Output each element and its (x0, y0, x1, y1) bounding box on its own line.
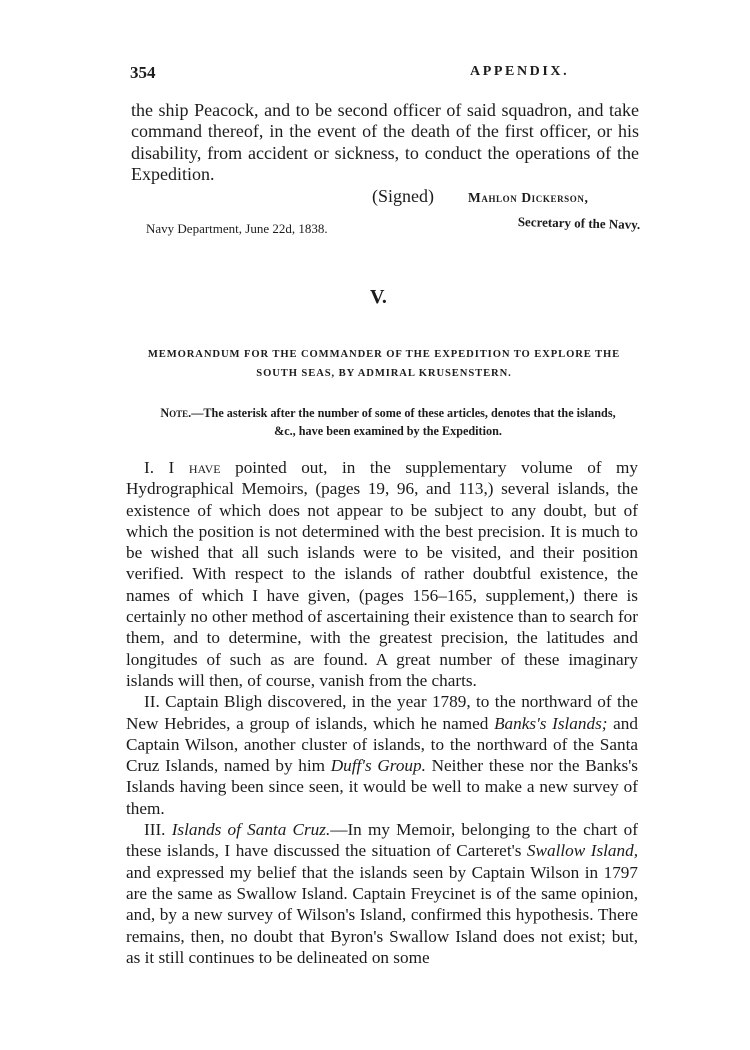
memorandum-body (126, 457, 638, 968)
continuation-paragraph: the ship Peacock, and to be second officer of said squadron, and take command thereof, in the event of the death of the first officer, or his disability, from accident or sickness, to conduct the operations of the Expedition. (131, 100, 639, 184)
section-number: V. (370, 286, 387, 308)
page-number: 354 (130, 63, 156, 82)
article-3-number: III. (144, 820, 172, 840)
article-1-text: pointed out, in the supplementary volume of my Hydrographical Memoirs, (pages 19, 96, and 113,) several islands, the existence of which does not appear to be subject to any doubt, but of which the position is not determined with the best precision. It is much to be wished that all such islands were to be visited, and their position verified. With respect to the islands of rather doubtful existence, the names of which I have given, (pages 156–165, supplement,) there is certainly no other method of ascertaining their existence than to search for them, and to determine, with the greatest precision, the latitudes and longitudes of such as are found. A great number of these imaginary islands will then, of course, vanish from the charts. (126, 458, 639, 690)
memorandum-title (140, 345, 628, 383)
article-1-smallcaps: have (188, 458, 221, 477)
article-1 (126, 457, 638, 691)
signatory-title: Secretary of the Navy. (517, 214, 641, 232)
article-3-italic-1: Islands of Santa Cruz. (171, 820, 331, 840)
article-3-text-a: —In my Memoir, belonging to the chart of these islands, I have discussed the situation of Carteret's (126, 820, 638, 861)
article-2-text-b: and Captain Wilson, another cluster of islands, to the northward of the Santa Cruz Islands, named by him (126, 713, 638, 776)
page-header (130, 63, 640, 87)
article-2-italic-1: Banks's Islands; (494, 713, 608, 733)
date-line: Navy Department, June 22d, 1838. (146, 221, 328, 236)
article-1-number: I. I (144, 458, 189, 477)
running-head: APPENDIX. (470, 64, 570, 79)
article-2 (126, 691, 638, 819)
article-3 (126, 819, 638, 968)
signatory-name: Mahlon Dickerson, (468, 190, 589, 205)
article-2-italic-2: Duff's Group. (330, 756, 426, 776)
memorandum-title-line-2: SOUTH SEAS, BY ADMIRAL KRUSENSTERN. (256, 368, 512, 379)
note (158, 404, 618, 440)
signed-label: (Signed) (372, 186, 434, 206)
note-text: —The asterisk after the number of some of these articles, denotes that the islands, &c., have been examined by the Expedition. (191, 406, 616, 438)
article-3-text-b: and expressed my belief that the islands seen by Captain Wilson in 1797 are the same as Swallow Island. Captain Freycinet is of the same opinion, and, by a new survey of Wilson's Island, confirmed this hypothesis. There remains, then, no doubt that Byron's Swallow Island does not exist; but, as it still continues to be delineated on some (126, 862, 638, 967)
article-3-italic-2: Swallow Island, (526, 841, 638, 861)
article-2-text-a: II. Captain Bligh discovered, in the year 1789, to the northward of the New Hebrides, a group of islands, which he named (126, 692, 638, 733)
memorandum-title-line-1: MEMORANDUM FOR THE COMMANDER OF THE EXPEDITION TO EXPLORE THE (147, 349, 621, 360)
article-2-text-c: Neither these nor the Banks's Islands having been since seen, it would be well to make a new survey of them. (126, 756, 639, 818)
note-lead: Note. (160, 406, 192, 420)
